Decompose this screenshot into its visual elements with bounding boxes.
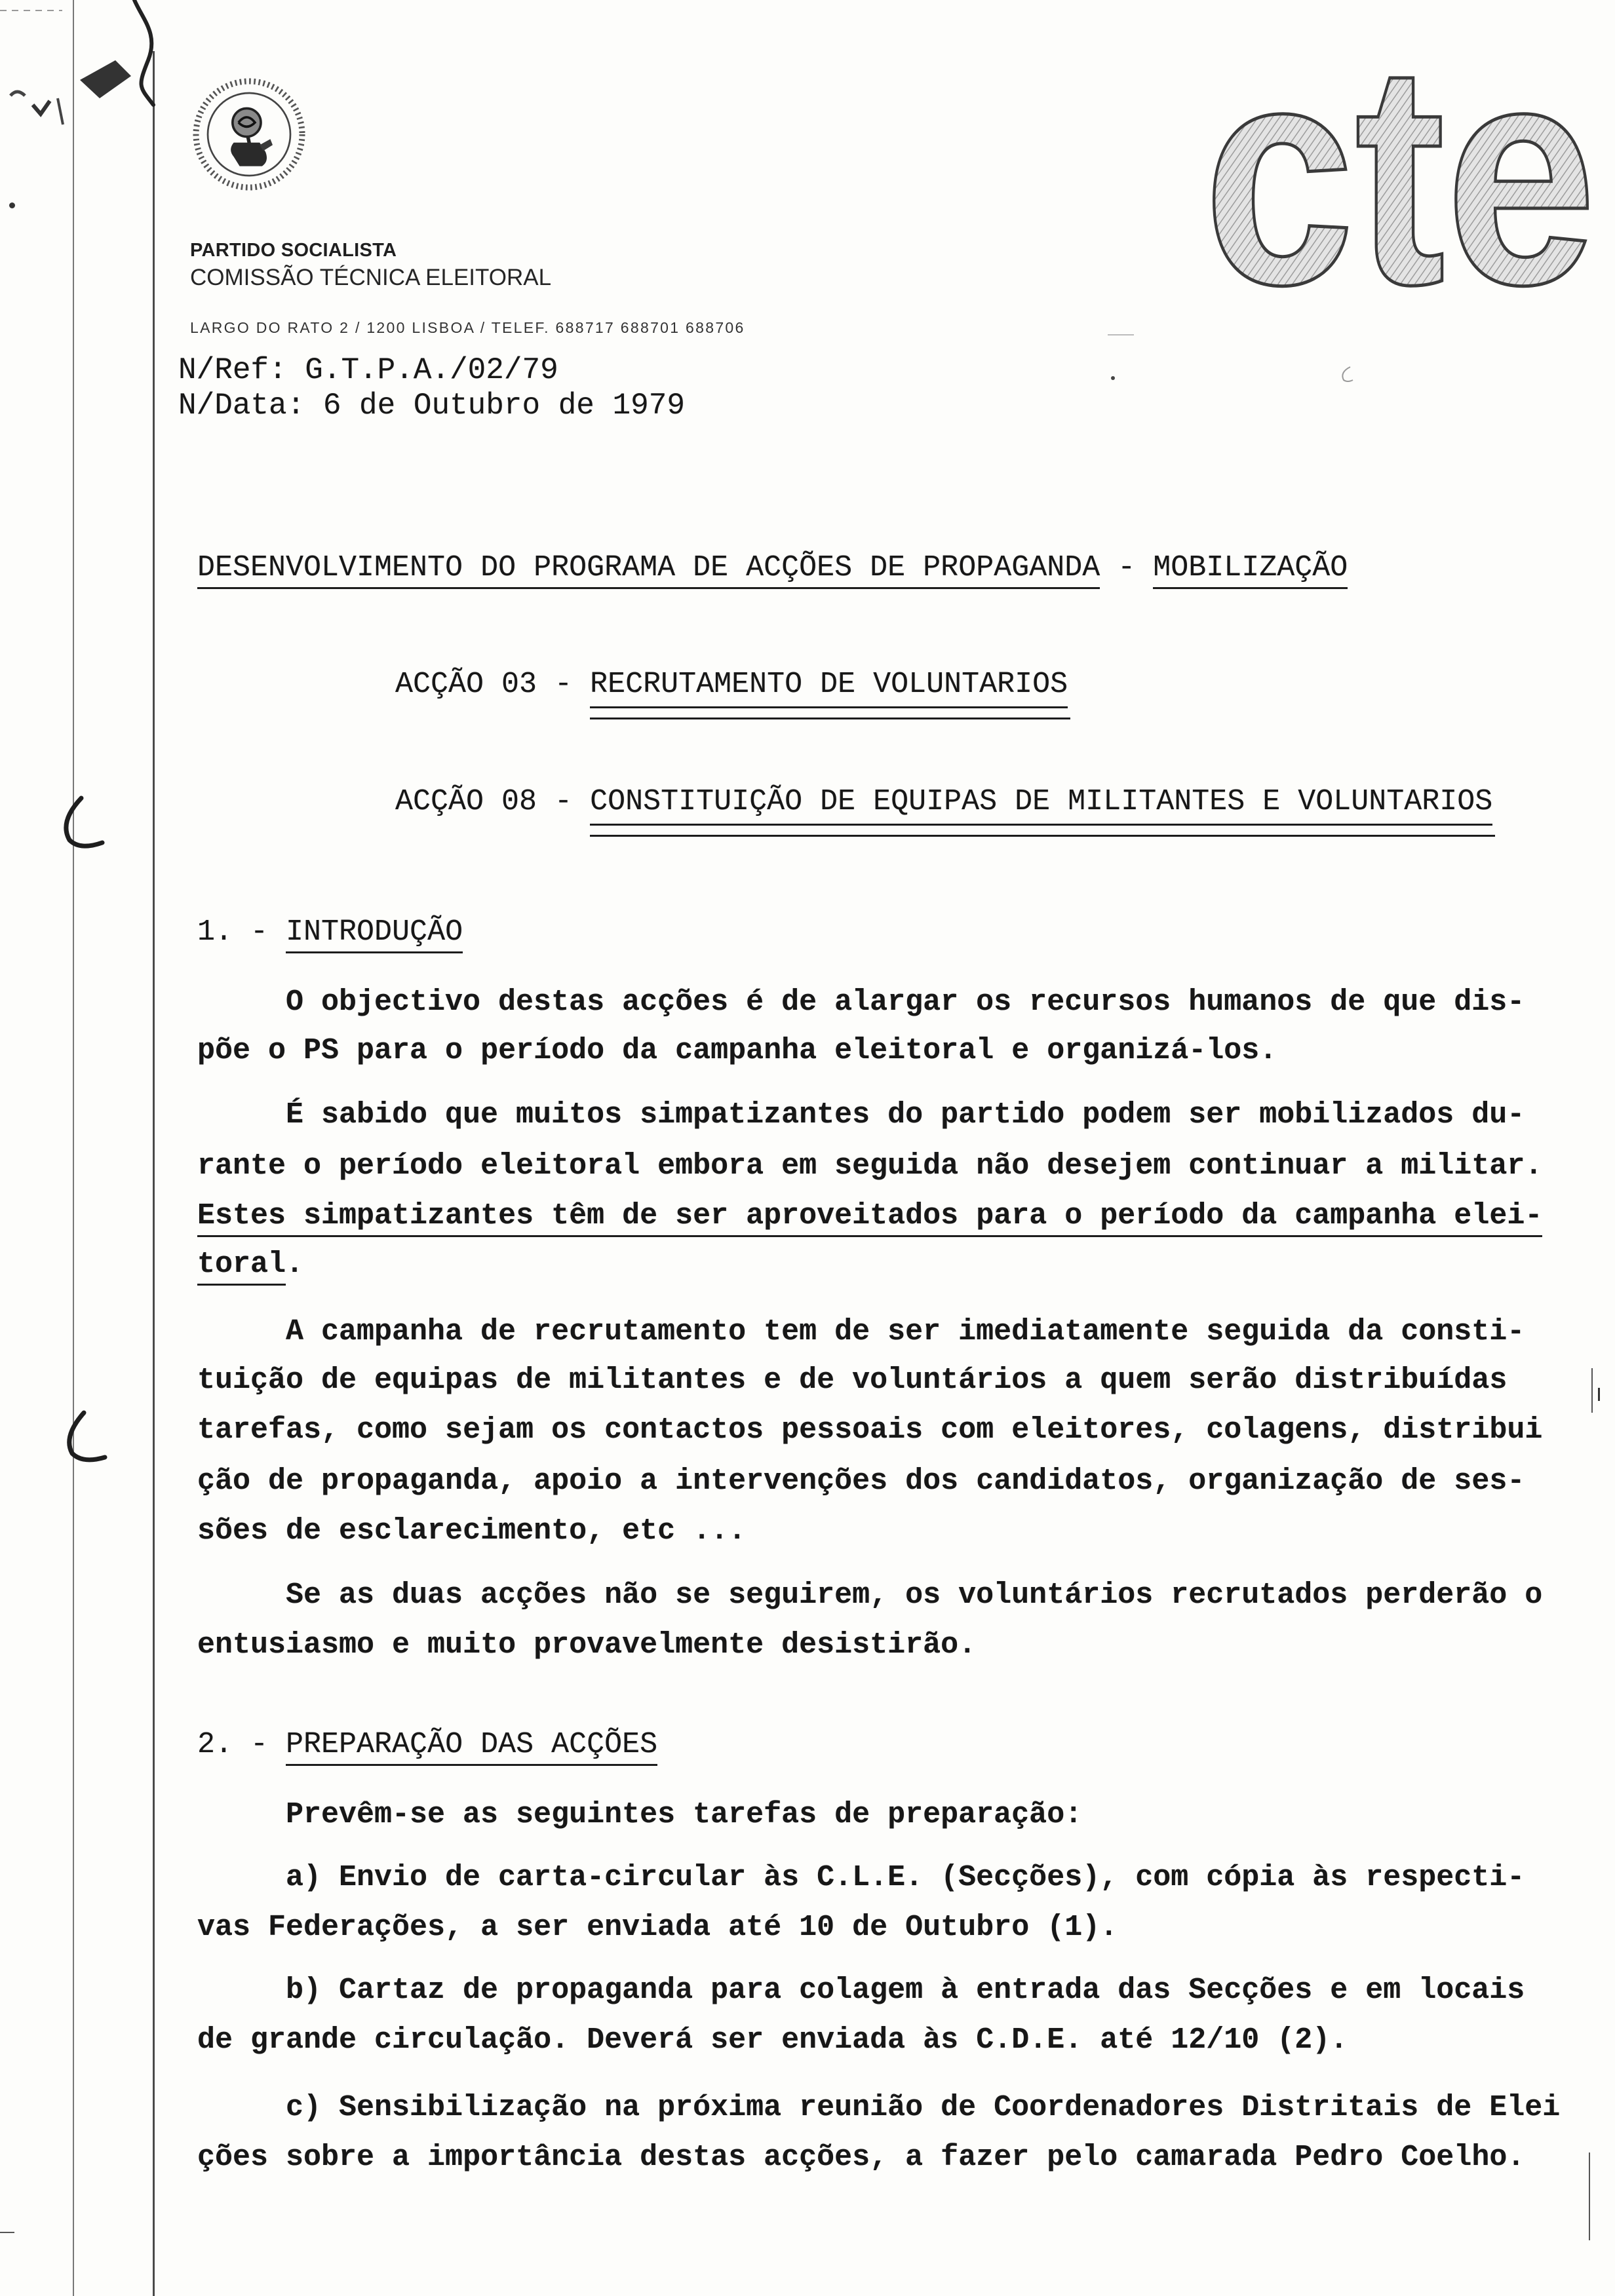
body-line: Se as duas acções não se seguirem, os voluntários recrutados perderão o	[286, 1578, 1543, 1612]
action-line	[395, 784, 1492, 820]
commission-name: COMISSÃO TÉCNICA ELEITORAL	[190, 265, 552, 290]
task-line: vas Federações, a ser enviada até 10 de Outubro (1).	[197, 1911, 1118, 1944]
task-line: c) Sensibilização na próxima reunião de Coordenadores Distritais de Elei	[286, 2091, 1561, 2124]
section-heading	[197, 915, 463, 950]
margin-line	[153, 51, 155, 2296]
scan-speck	[1108, 334, 1134, 335]
task-line: de grande circulação. Deverá ser enviada às C.D.E. até 12/10 (2).	[197, 2023, 1348, 2057]
body-line: tarefas, como sejam os contactos pessoais com eleitores, colagens, distribui	[197, 1413, 1543, 1447]
action-name: RECRUTAMENTO DE VOLUNTARIOS	[590, 667, 1068, 708]
right-edge-mark	[1589, 2152, 1590, 2240]
action-line	[395, 667, 1068, 702]
body-line: O objectivo destas acções é de alargar os recursos humanos de que dis-	[286, 985, 1525, 1019]
body-line: Prevêm-se as seguintes tarefas de preparação:	[286, 1798, 1083, 1831]
outer-margin-line	[73, 0, 74, 2296]
body-line: tuição de equipas de militantes e de voluntários a quem serão distribuídas	[197, 1364, 1508, 1397]
body-line: É sabido que muitos simpatizantes do partido podem ser mobilizados du-	[286, 1098, 1525, 1132]
sentence-end: .	[286, 1248, 304, 1281]
task-line: b) Cartaz de propaganda para colagem à entrada das Secções e em locais	[286, 1974, 1525, 2007]
body-line-emphasis	[197, 1198, 1542, 1234]
body-line: rante o período eleitoral embora em seguida não desejem continuar a militar.	[197, 1149, 1543, 1183]
body-line-emphasis	[197, 1247, 303, 1282]
action-label: ACÇÃO 03 -	[395, 668, 591, 701]
task-line: ções sobre a importância destas acções, a fazer pelo camarada Pedro Coelho.	[197, 2141, 1525, 2174]
action-name: CONSTITUIÇÃO DE EQUIPAS DE MILITANTES E VOLUNTARIOS	[590, 784, 1492, 826]
cte-logo	[1199, 0, 1602, 350]
title-sub: MOBILIZAÇÃO	[1153, 550, 1348, 589]
title-separator: -	[1100, 551, 1154, 584]
scan-speck	[1111, 376, 1115, 380]
body-line: A campanha de recrutamento tem de ser imediatamente seguida da consti-	[286, 1315, 1525, 1349]
cte-logo-text: cte	[1203, 0, 1597, 350]
punch-hole-mark	[55, 795, 107, 854]
document-title	[197, 550, 1348, 586]
punch-hole-mark	[59, 1410, 111, 1469]
scan-speck	[9, 202, 15, 208]
action-label: ACÇÃO 08 -	[395, 785, 591, 818]
section-number: 1. -	[197, 915, 286, 949]
section-title: INTRODUÇÃO	[286, 915, 463, 953]
reference-date: N/Data: 6 de Outubro de 1979	[178, 389, 685, 423]
body-line: põe o PS para o período da campanha eleitoral e organizá-los.	[197, 1034, 1277, 1067]
section-heading	[197, 1727, 657, 1763]
reference-number: N/Ref: G.T.P.A./02/79	[178, 353, 558, 387]
right-edge-mark	[1598, 1388, 1600, 1401]
ps-fist-rose-logo-icon	[190, 75, 308, 193]
body-line: entusiasmo e muito provavelmente desistirão.	[197, 1628, 977, 1662]
section-number: 2. -	[197, 1728, 286, 1761]
address-line: LARGO DO RATO 2 / 1200 LISBOA / TELEF. 688717 688701 688706	[190, 319, 745, 336]
underlined-text: Estes simpatizantes têm de ser aproveitados para o período da campanha elei-	[197, 1198, 1542, 1237]
task-line: a) Envio de carta-circular às C.L.E. (Secções), com cópia às respecti-	[286, 1861, 1525, 1894]
title-main: DESENVOLVIMENTO DO PROGRAMA DE ACÇÕES DE PROPAGANDA	[197, 550, 1100, 589]
section-title: PREPARAÇÃO DAS ACÇÕES	[286, 1727, 657, 1766]
body-line: ção de propaganda, apoio a intervenções dos candidatos, organização de ses-	[197, 1464, 1525, 1498]
body-line: sões de esclarecimento, etc ...	[197, 1514, 747, 1548]
bottom-left-tick	[0, 2232, 14, 2233]
scan-speck	[1337, 364, 1357, 384]
underlined-text: toral	[197, 1247, 286, 1286]
top-left-scan-scribble	[0, 0, 184, 157]
right-edge-mark	[1591, 1368, 1593, 1413]
party-name: PARTIDO SOCIALISTA	[190, 240, 397, 261]
